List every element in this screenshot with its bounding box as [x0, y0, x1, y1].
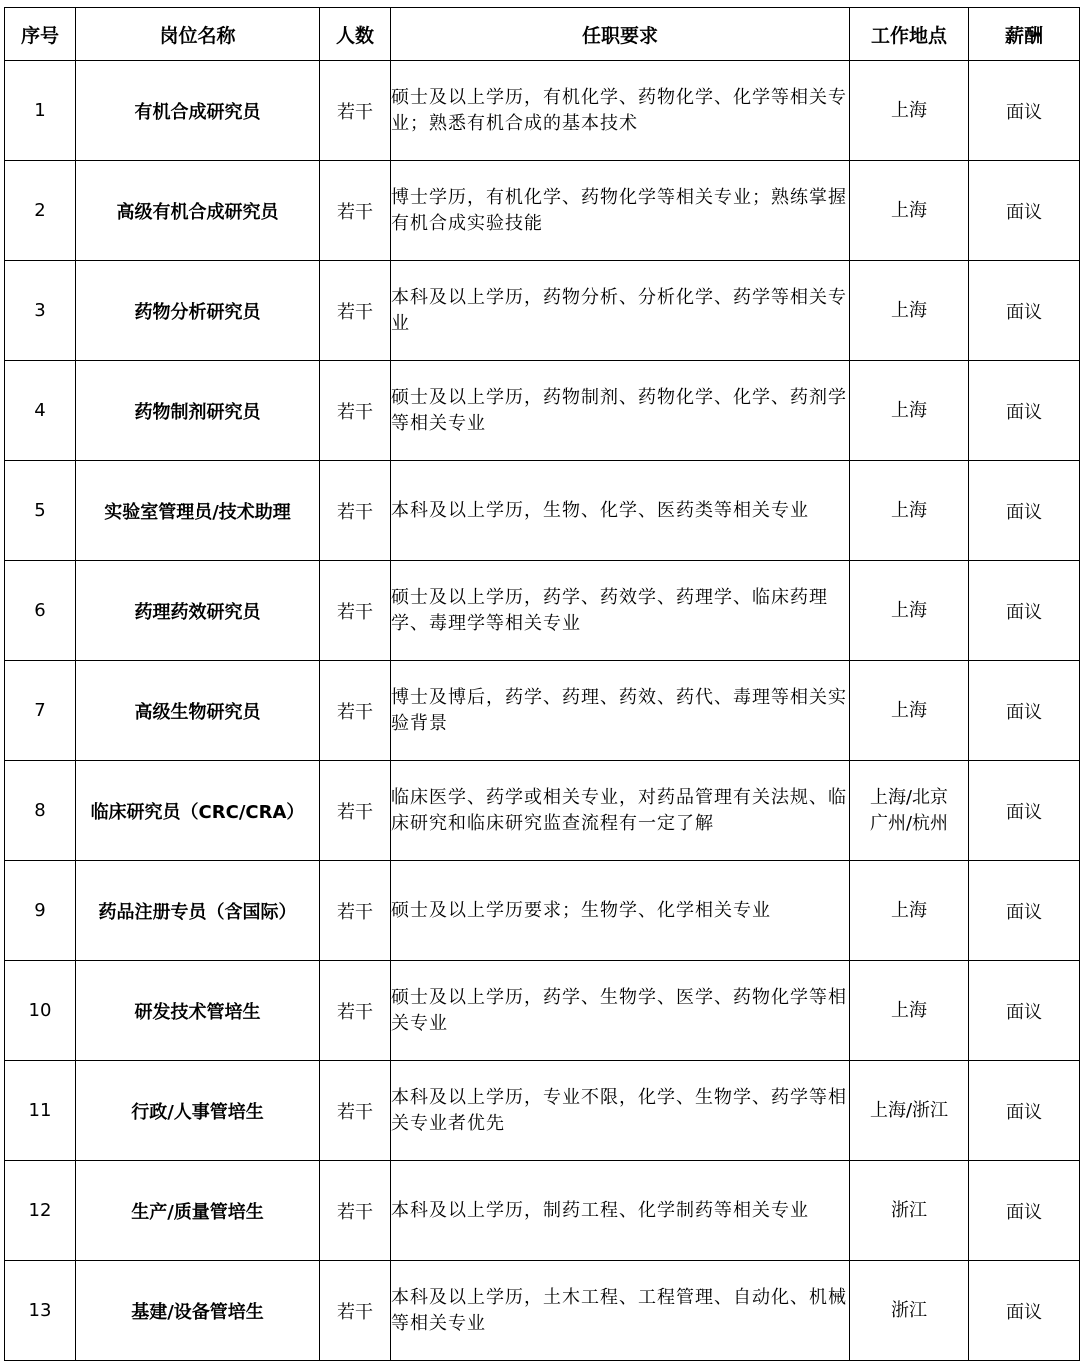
- table-row: [5, 361, 1080, 461]
- work-location: [850, 361, 969, 461]
- salary: 面议: [969, 61, 1080, 161]
- job-title: 药理药效研究员: [76, 561, 320, 661]
- work-location-line: 浙江: [891, 1299, 927, 1321]
- work-location: [850, 61, 969, 161]
- table-row: [5, 1061, 1080, 1161]
- work-location-line: 上海: [891, 99, 927, 121]
- work-location-line: 广州/杭州: [869, 812, 949, 834]
- work-location: [850, 1161, 969, 1261]
- table-body: [5, 61, 1080, 1361]
- work-location: [850, 1261, 969, 1361]
- salary: 面议: [969, 461, 1080, 561]
- table-row: [5, 961, 1080, 1061]
- table-header: [5, 8, 1080, 61]
- work-location: [850, 261, 969, 361]
- work-location-line: 上海: [891, 699, 927, 721]
- salary: 面议: [969, 1061, 1080, 1161]
- row-number: 13: [5, 1261, 76, 1361]
- salary: 面议: [969, 361, 1080, 461]
- work-location-line: 上海: [891, 899, 927, 921]
- work-location-line: 上海: [891, 399, 927, 421]
- work-location-line: 上海/浙江: [869, 1099, 949, 1121]
- salary: 面议: [969, 761, 1080, 861]
- salary: 面议: [969, 561, 1080, 661]
- job-requirements: 博士及博后，药学、药理、药效、药代、毒理等相关实验背景: [391, 661, 850, 761]
- job-title: 行政/人事管培生: [76, 1061, 320, 1161]
- work-location-line: 上海: [891, 599, 927, 621]
- job-requirements: 本科及以上学历，制药工程、化学制药等相关专业: [391, 1161, 850, 1261]
- headcount: 若干: [320, 261, 391, 361]
- work-location-line: 上海: [891, 199, 927, 221]
- job-title: 临床研究员（CRC/CRA）: [76, 761, 320, 861]
- job-title: 药品注册专员（含国际）: [76, 861, 320, 961]
- headcount: 若干: [320, 1161, 391, 1261]
- header-no: 序号: [5, 8, 76, 61]
- headcount: 若干: [320, 1061, 391, 1161]
- headcount: 若干: [320, 161, 391, 261]
- job-requirements: 硕士及以上学历，有机化学、药物化学、化学等相关专业；熟悉有机合成的基本技术: [391, 61, 850, 161]
- headcount: 若干: [320, 861, 391, 961]
- header-salary: 薪酬: [969, 8, 1080, 61]
- work-location-line: 上海: [891, 299, 927, 321]
- work-location: [850, 461, 969, 561]
- table-row: [5, 261, 1080, 361]
- work-location: [850, 861, 969, 961]
- work-location: [850, 561, 969, 661]
- table-row: [5, 861, 1080, 961]
- row-number: 6: [5, 561, 76, 661]
- headcount: 若干: [320, 1261, 391, 1361]
- row-number: 12: [5, 1161, 76, 1261]
- header-location: 工作地点: [850, 8, 969, 61]
- salary: 面议: [969, 1261, 1080, 1361]
- job-title: 高级有机合成研究员: [76, 161, 320, 261]
- row-number: 1: [5, 61, 76, 161]
- headcount: 若干: [320, 461, 391, 561]
- table-row: [5, 461, 1080, 561]
- job-requirements: 硕士及以上学历，药学、药效学、药理学、临床药理学、毒理学等相关专业: [391, 561, 850, 661]
- table-row: [5, 1261, 1080, 1361]
- row-number: 3: [5, 261, 76, 361]
- work-location: [850, 1061, 969, 1161]
- table-row: [5, 161, 1080, 261]
- row-number: 7: [5, 661, 76, 761]
- job-requirements: 硕士及以上学历要求；生物学、化学相关专业: [391, 861, 850, 961]
- row-number: 10: [5, 961, 76, 1061]
- work-location: [850, 161, 969, 261]
- table-row: [5, 761, 1080, 861]
- job-title: 高级生物研究员: [76, 661, 320, 761]
- row-number: 9: [5, 861, 76, 961]
- job-requirements: 本科及以上学历，专业不限，化学、生物学、药学等相关专业者优先: [391, 1061, 850, 1161]
- job-title: 基建/设备管培生: [76, 1261, 320, 1361]
- job-requirements: 硕士及以上学历，药物制剂、药物化学、化学、药剂学等相关专业: [391, 361, 850, 461]
- headcount: 若干: [320, 661, 391, 761]
- salary: 面议: [969, 261, 1080, 361]
- row-number: 11: [5, 1061, 76, 1161]
- headcount: 若干: [320, 61, 391, 161]
- work-location-line: 上海: [891, 999, 927, 1021]
- job-requirements: 本科及以上学历，生物、化学、医药类等相关专业: [391, 461, 850, 561]
- work-location: [850, 661, 969, 761]
- job-requirements: 临床医学、药学或相关专业，对药品管理有关法规、临床研究和临床研究监查流程有一定了解: [391, 761, 850, 861]
- header-requirements: 任职要求: [391, 8, 850, 61]
- row-number: 2: [5, 161, 76, 261]
- job-title: 药物制剂研究员: [76, 361, 320, 461]
- salary: 面议: [969, 961, 1080, 1061]
- salary: 面议: [969, 161, 1080, 261]
- salary: 面议: [969, 1161, 1080, 1261]
- headcount: 若干: [320, 961, 391, 1061]
- job-requirements: 博士学历，有机化学、药物化学等相关专业；熟练掌握有机合成实验技能: [391, 161, 850, 261]
- salary: 面议: [969, 861, 1080, 961]
- work-location-line: 上海/北京: [869, 786, 949, 808]
- table-row: [5, 61, 1080, 161]
- row-number: 8: [5, 761, 76, 861]
- table-row: [5, 661, 1080, 761]
- headcount: 若干: [320, 561, 391, 661]
- header-row: [5, 8, 1080, 61]
- job-listing-table: [4, 7, 1080, 1361]
- table-row: [5, 1161, 1080, 1261]
- job-title: 生产/质量管培生: [76, 1161, 320, 1261]
- salary: 面议: [969, 661, 1080, 761]
- job-requirements: 本科及以上学历，药物分析、分析化学、药学等相关专业: [391, 261, 850, 361]
- job-title: 实验室管理员/技术助理: [76, 461, 320, 561]
- header-title: 岗位名称: [76, 8, 320, 61]
- headcount: 若干: [320, 361, 391, 461]
- work-location: [850, 961, 969, 1061]
- work-location: [850, 761, 969, 861]
- job-requirements: 硕士及以上学历，药学、生物学、医学、药物化学等相关专业: [391, 961, 850, 1061]
- job-title: 药物分析研究员: [76, 261, 320, 361]
- header-count: 人数: [320, 8, 391, 61]
- row-number: 5: [5, 461, 76, 561]
- job-title: 有机合成研究员: [76, 61, 320, 161]
- table-row: [5, 561, 1080, 661]
- headcount: 若干: [320, 761, 391, 861]
- job-requirements: 本科及以上学历，土木工程、工程管理、自动化、机械等相关专业: [391, 1261, 850, 1361]
- work-location-line: 浙江: [891, 1199, 927, 1221]
- row-number: 4: [5, 361, 76, 461]
- work-location-line: 上海: [891, 499, 927, 521]
- job-title: 研发技术管培生: [76, 961, 320, 1061]
